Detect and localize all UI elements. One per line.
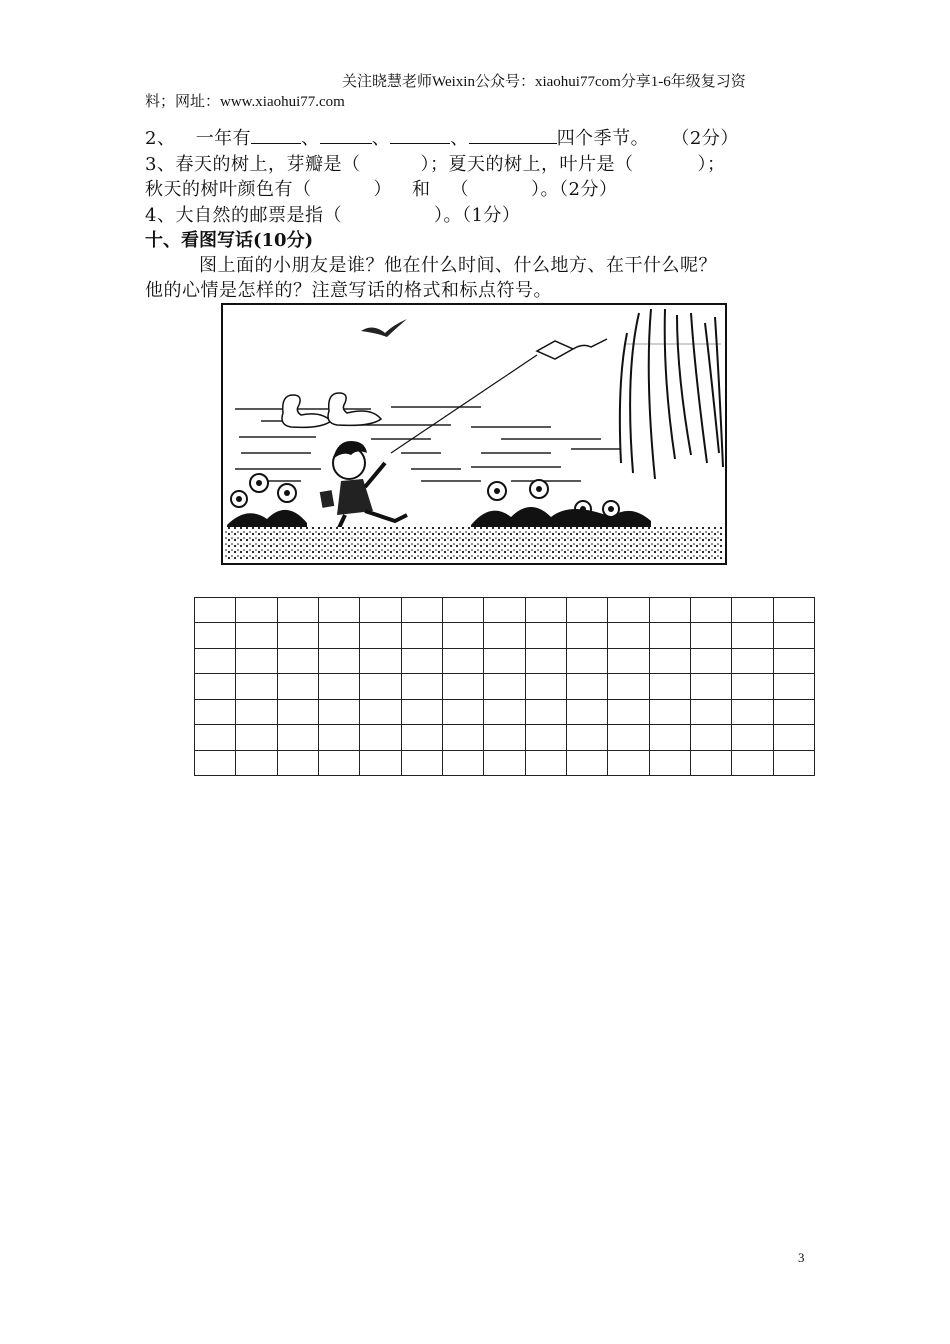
grid-cell[interactable] [773, 648, 814, 673]
grid-cell[interactable] [318, 648, 359, 673]
writing-prompt-line-2: 他的心情是怎样的？注意写话的格式和标点符号。 [145, 280, 552, 301]
grid-row [195, 750, 815, 775]
separator: 、 [450, 128, 469, 149]
grid-cell[interactable] [360, 674, 401, 699]
grid-cell[interactable] [525, 750, 566, 775]
header-line-1: 关注晓慧老师Weixin公众号：xiaohui77com分享1-6年级复习资 [342, 74, 746, 90]
answer-blank[interactable] [251, 125, 301, 144]
question-text: ） [373, 179, 392, 200]
grid-cell[interactable] [442, 623, 483, 648]
grid-cell[interactable] [277, 598, 318, 623]
grid-cell[interactable] [484, 674, 525, 699]
grid-cell[interactable] [236, 598, 277, 623]
grid-cell[interactable] [195, 750, 236, 775]
grid-cell[interactable] [277, 699, 318, 724]
grid-cell[interactable] [484, 725, 525, 750]
grid-cell[interactable] [525, 648, 566, 673]
grid-cell[interactable] [649, 699, 690, 724]
grid-cell[interactable] [773, 725, 814, 750]
kite-flying-illustration-icon [221, 303, 727, 565]
grid-cell[interactable] [773, 598, 814, 623]
grid-cell[interactable] [442, 598, 483, 623]
grid-cell[interactable] [525, 598, 566, 623]
grid-cell[interactable] [649, 623, 690, 648]
grid-cell[interactable] [608, 648, 649, 673]
grid-cell[interactable] [608, 750, 649, 775]
grid-cell[interactable] [195, 699, 236, 724]
grid-cell[interactable] [484, 623, 525, 648]
grid-cell[interactable] [732, 623, 773, 648]
grid-cell[interactable] [277, 623, 318, 648]
grid-cell[interactable] [442, 699, 483, 724]
grid-cell[interactable] [442, 725, 483, 750]
grid-cell[interactable] [277, 750, 318, 775]
question-text: 一年有 [195, 128, 252, 149]
grid-cell[interactable] [360, 750, 401, 775]
header-line-2: 料；网址：www.xiaohui77.com [145, 94, 345, 110]
grid-cell[interactable] [442, 750, 483, 775]
grid-cell[interactable] [773, 750, 814, 775]
grid-cell[interactable] [690, 725, 731, 750]
grid-cell[interactable] [401, 598, 442, 623]
grid-cell[interactable] [649, 750, 690, 775]
grid-cell[interactable] [566, 725, 607, 750]
grid-cell[interactable] [195, 725, 236, 750]
question-number: 2、 [145, 128, 176, 149]
question-text: 和 [412, 179, 431, 200]
grid-cell[interactable] [690, 699, 731, 724]
grid-cell[interactable] [525, 699, 566, 724]
grid-cell[interactable] [236, 699, 277, 724]
grid-row [195, 623, 815, 648]
grid-cell[interactable] [690, 750, 731, 775]
grid-cell[interactable] [484, 648, 525, 673]
grid-cell[interactable] [608, 699, 649, 724]
grid-cell[interactable] [608, 598, 649, 623]
question-text: ）。（1分） [433, 205, 521, 226]
question-2 [145, 124, 739, 150]
grid-cell[interactable] [773, 623, 814, 648]
grid-cell[interactable] [690, 674, 731, 699]
grid-row [195, 725, 815, 750]
question-text: 4、大自然的邮票是指（ [145, 205, 342, 226]
grid-cell[interactable] [318, 750, 359, 775]
score-label: （2分） [671, 128, 739, 149]
grid-cell[interactable] [732, 598, 773, 623]
kite-flying-picture [221, 303, 727, 565]
grid-cell[interactable] [236, 674, 277, 699]
grid-cell[interactable] [318, 623, 359, 648]
grid-cell[interactable] [732, 674, 773, 699]
grid-cell[interactable] [360, 648, 401, 673]
grid-cell[interactable] [732, 648, 773, 673]
grid-cell[interactable] [360, 725, 401, 750]
ground [225, 527, 723, 561]
grid-cell[interactable] [732, 750, 773, 775]
grid-cell[interactable] [318, 598, 359, 623]
willow-leaves [625, 343, 721, 345]
writing-prompt-line-1: 图上面的小朋友是谁？他在什么时间、什么地方、在干什么呢？ [199, 255, 717, 276]
grid-cell[interactable] [773, 699, 814, 724]
grid-cell[interactable] [195, 648, 236, 673]
grid-cell[interactable] [566, 648, 607, 673]
separator: 、 [301, 128, 320, 149]
section-title: 十、看图写话(10分) [145, 230, 314, 251]
grid-cell[interactable] [649, 648, 690, 673]
grid-cell[interactable] [360, 623, 401, 648]
grid-cell[interactable] [236, 623, 277, 648]
grid-cell[interactable] [732, 725, 773, 750]
answer-blank[interactable] [469, 125, 557, 144]
grid-cell[interactable] [442, 648, 483, 673]
grid-cell[interactable] [277, 725, 318, 750]
grid-cell[interactable] [236, 648, 277, 673]
grid-row [195, 598, 815, 623]
question-text: （ [450, 179, 469, 200]
grid-cell[interactable] [195, 623, 236, 648]
question-text: ）； [697, 154, 726, 175]
grid-cell[interactable] [690, 648, 731, 673]
grid-cell[interactable] [608, 725, 649, 750]
grid-cell[interactable] [401, 750, 442, 775]
grid-cell[interactable] [649, 598, 690, 623]
grid-cell[interactable] [566, 750, 607, 775]
grid-row [195, 674, 815, 699]
grid-cell[interactable] [318, 674, 359, 699]
grid-cell[interactable] [195, 674, 236, 699]
grid-cell[interactable] [318, 699, 359, 724]
grid-cell[interactable] [525, 725, 566, 750]
grid-cell[interactable] [690, 623, 731, 648]
answer-blank[interactable] [390, 125, 450, 144]
question-text: ）。（2分） [531, 179, 618, 200]
grid-cell[interactable] [608, 674, 649, 699]
grid-cell[interactable] [401, 648, 442, 673]
grid-cell[interactable] [318, 725, 359, 750]
grid-cell[interactable] [732, 699, 773, 724]
grid-cell[interactable] [566, 598, 607, 623]
question-text: 3、春天的树上，芽瓣是（ [145, 154, 361, 175]
grid-cell[interactable] [277, 674, 318, 699]
grid-cell[interactable] [360, 699, 401, 724]
grid-cell[interactable] [525, 623, 566, 648]
question-4 [145, 201, 520, 227]
grid-cell[interactable] [360, 598, 401, 623]
grid-cell[interactable] [773, 674, 814, 699]
question-text: 秋天的树叶颜色有（ [145, 179, 312, 200]
writing-grid[interactable] [194, 597, 815, 776]
grid-cell[interactable] [195, 598, 236, 623]
grid-cell[interactable] [401, 725, 442, 750]
grid-cell[interactable] [649, 725, 690, 750]
question-text: ）；夏天的树上，叶片是（ [420, 154, 634, 175]
grid-cell[interactable] [484, 750, 525, 775]
grid-cell[interactable] [442, 674, 483, 699]
grid-cell[interactable] [277, 648, 318, 673]
page-number: 3 [798, 1250, 805, 1265]
grid-cell[interactable] [236, 725, 277, 750]
question-3-line-1 [145, 150, 725, 176]
grid-cell[interactable] [401, 699, 442, 724]
grid-cell[interactable] [484, 699, 525, 724]
grid-cell[interactable] [401, 623, 442, 648]
grid-cell[interactable] [401, 674, 442, 699]
grid-cell[interactable] [525, 674, 566, 699]
grid-cell[interactable] [566, 699, 607, 724]
grid-cell[interactable] [566, 674, 607, 699]
question-text: 四个季节。 [556, 128, 650, 149]
grid-cell[interactable] [236, 750, 277, 775]
grid-row [195, 699, 815, 724]
question-3-line-2 [145, 175, 617, 201]
grid-cell[interactable] [608, 623, 649, 648]
grid-cell[interactable] [484, 598, 525, 623]
grid-cell[interactable] [649, 674, 690, 699]
grid-row [195, 648, 815, 673]
grid-cell[interactable] [690, 598, 731, 623]
grid-cell[interactable] [566, 623, 607, 648]
separator: 、 [371, 128, 391, 149]
answer-blank[interactable] [320, 125, 372, 144]
